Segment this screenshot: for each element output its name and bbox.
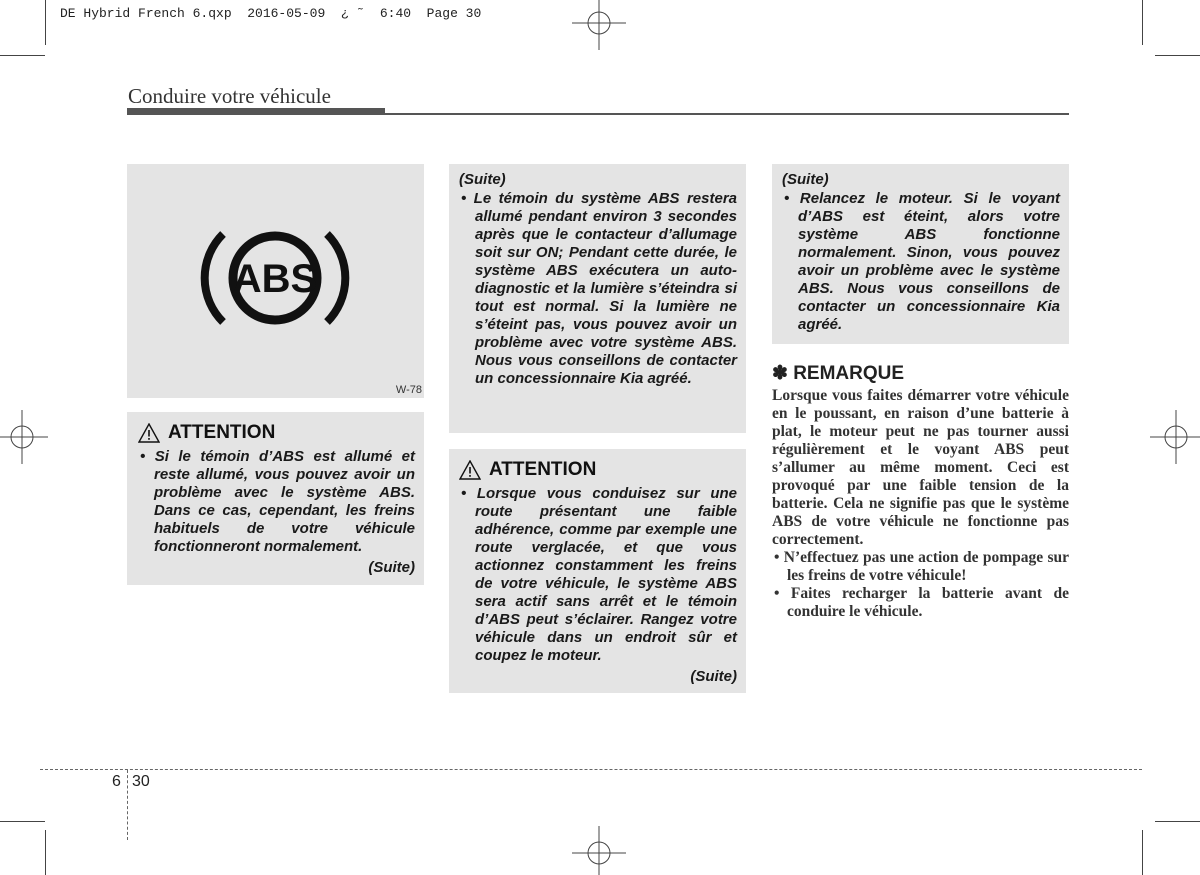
footer-dashed-rule [40, 769, 1142, 770]
registration-mark-bottom-icon [572, 826, 626, 875]
remarque-heading: ✽ REMARQUE [772, 363, 905, 384]
attention-heading [459, 459, 737, 481]
figure-code: W-78 [395, 384, 422, 396]
crop-mark [0, 821, 45, 822]
restart-engine-bullet: • Relancez le moteur. Si le voyant d’ABS est éteint, alors votre système ABS fonctionne normalement. Sinon, vous pouvez avoir un problème avec le système ABS. Nous vous conseillons de contacter un concessionnaire Kia agréé. [784, 190, 1060, 333]
restart-engine-box [772, 164, 1069, 344]
remarque-bullet: • Faites recharger la batterie avant de conduire le véhicule. [774, 585, 1069, 620]
crop-mark [1155, 55, 1200, 56]
attention-box-left [127, 412, 424, 585]
attention-heading [138, 422, 415, 444]
crop-mark [0, 55, 45, 56]
slug-line: DE Hybrid French 6.qxp 2016-05-09 ¿ ˜ 6:40 Page 30 [60, 6, 482, 21]
crop-mark [45, 0, 46, 45]
page-number: 30 [132, 773, 150, 790]
abs-icon-text: ABS [232, 257, 318, 301]
continued-label: (Suite) [782, 171, 829, 188]
chapter-number: 6 [112, 773, 121, 790]
attention-heading-label: ATTENTION [489, 459, 597, 480]
abs-warning-icon [195, 218, 355, 338]
abs-lamp-illustration [127, 164, 424, 398]
crop-mark [1155, 821, 1200, 822]
section-rule-thick [127, 108, 385, 115]
remarque-paragraph: Lorsque vous faites démarrer votre véhicule en le poussant, en raison d’une batterie à plat, le moteur peut ne pas tourner aussi régulièrement et le voyant ABS peut s’allumer au même moment. Ceci est provoqué par une faible tension de la batterie. Cela ne signifie pas que le système ABS de votre véhicule ne fonctionne pas correctement. [772, 387, 1069, 548]
continued-label: (Suite) [459, 171, 506, 188]
section-title: Conduire votre véhicule [128, 84, 331, 108]
continued-label: (Suite) [368, 559, 415, 576]
warning-triangle-icon [138, 423, 160, 443]
registration-mark-right-icon [1150, 410, 1200, 464]
crop-mark [1142, 0, 1143, 45]
warning-triangle-icon [459, 460, 481, 480]
footer-dashed-divider [127, 770, 128, 840]
continued-label: (Suite) [690, 668, 737, 685]
section-rule-thin [385, 113, 1069, 115]
attention-heading-label: ATTENTION [168, 422, 276, 443]
attention-box-middle [449, 449, 746, 693]
attention-bullet: • Si le témoin d’ABS est allumé et reste allumé, vous pouvez avoir un problème avec le système ABS. Dans ce cas, cependant, les freins habituels de votre véhicule fonctionneront normalement. [140, 448, 415, 555]
crop-mark [1142, 830, 1143, 875]
crop-mark [45, 830, 46, 875]
registration-mark-left-icon [0, 410, 48, 464]
remarque-bullet: • N’effectuez pas une action de pompage sur les freins de votre véhicule! [774, 549, 1069, 584]
attention-bullet: • Lorsque vous conduisez sur une route présentant une faible adhérence, comme par exemple une route verglacée, et que vous actionnez constamment les freins de votre véhicule, le système ABS sera actif sans arrêt et le témoin d’ABS peut s’éclairer. Rangez votre véhicule dans un endroit sûr et coupez le moteur. [461, 485, 737, 664]
abs-indicator-box [449, 164, 746, 433]
remarque-body [772, 387, 1069, 621]
abs-indicator-bullet: • Le témoin du système ABS restera allumé pendant environ 3 secondes après que le contacteur d’allumage soit sur ON; Pendant cette durée, le système ABS exécutera un auto-diagnostic et la lumière s’éteindra si tout est normal. Si la lumière ne s’éteint pas, vous pouvez avoir un problème avec votre système ABS. Nous vous conseillons de contacter un concessionnaire Kia agréé. [461, 190, 737, 387]
registration-mark-top-icon [572, 0, 626, 50]
